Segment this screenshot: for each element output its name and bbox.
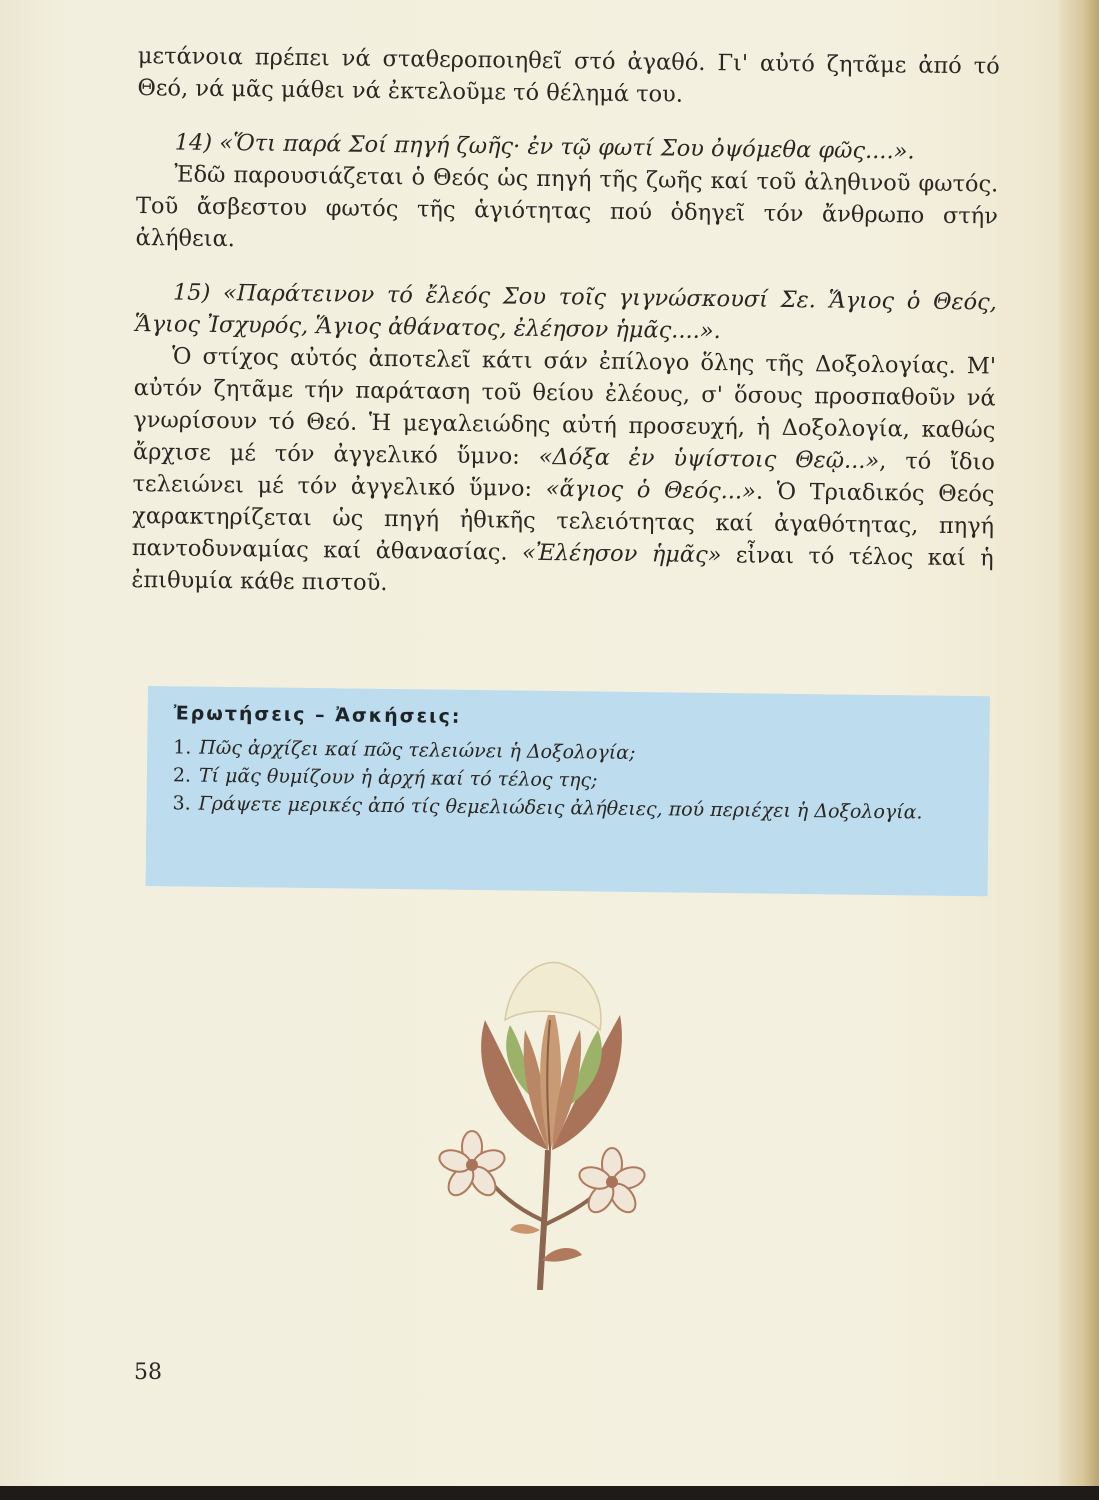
exercises-title: Ἐρωτήσεις – Ἀσκήσεις: (173, 702, 462, 728)
exercises-box (146, 686, 990, 896)
page-number: 58 (134, 1360, 162, 1385)
quote-eleison: «Ἐλέησον ἡμᾶς» (521, 539, 722, 569)
verse-14-commentary: Ἐδῶ παρουσιάζεται ὁ Θεός ὡς πηγή τῆς ζωῆς καί τοῦ ἀληθινοῦ φωτός. Τοῦ ἄσβεστου φωτός τῆς ἁγιότητας πού ὁδηγεῖ τόν ἄνθρωπο στήν ἀλήθεια. (135, 161, 999, 253)
book-spine-edge (1059, 0, 1099, 1500)
exercise-text: Τί μᾶς θυμίζουν ἡ ἀρχή καί τό τέλος της; (198, 764, 598, 792)
exercises-list (172, 734, 963, 826)
commentary-part-d: εἶναι τό τέλος καί ἡ ἐπιθυμία κάθε πιστοῦ. (131, 542, 994, 597)
verse-15-quote: 15) «Παράτεινον τό ἔλεός Σου τοῖς γιγνώσκουσί Σε. Ἅγιος ὁ Θεός, Ἅγιος Ἰσχυρός, Ἅγιος ἀθάνατος, ἐλέησον ἡμᾶς....». (134, 279, 998, 345)
exercise-number: 3. (172, 792, 191, 815)
commentary-part-a: Ὁ στίχος αὐτός ἀποτελεῖ κάτι σάν ἐπίλογο ὅλης τῆς Δοξολογίας. Μ' αὐτόν ζητᾶμε τήν παράταση τοῦ θείου ἐλέους, σ' ὅσους προσπαθοῦν νά γνωρίσουν τό Θεό. Ἡ μεγαλειώδης αὐτή προσευχή, ἡ Δοξολογία, καθώς ἄρχισε μέ τόν ἀγγελικό ὕμνο: (132, 343, 997, 470)
body-text (131, 40, 1000, 606)
paragraph-continuation: μετάνοια πρέπει νά σταθεροποιηθεῖ στό ἀγαθό. Γι' αὐτό ζητᾶμε ἀπό τό Θεό, νά μᾶς μάθει νά ἐκτελοῦμε τό θέλημά του. (137, 42, 1000, 108)
quote-doxa: «Δόξα ἐν ὑψίστοις Θεῷ...» (538, 443, 880, 475)
verse-15-commentary (131, 340, 996, 607)
verse-14-quote: 14) «Ὅτι παρά Σοί πηγή ζωῆς· ἐν τῷ φωτί Σου ὀψόμεθα φῶς....». (174, 129, 915, 165)
page-bottom-edge (0, 1486, 1099, 1500)
commentary-part-b: , τό ἴδιο τελειώνει μέ τόν ἀγγελικό ὕμνο: (132, 448, 996, 503)
small-leaf-2 (510, 1224, 540, 1234)
right-small-flower (577, 1148, 648, 1217)
quote-agios: «ἅγιος ὁ Θεός...» (545, 476, 757, 505)
flower-illustration (430, 960, 700, 1290)
commentary-part-c: . Ὁ Τριαδικός Θεός χαρακτηρίζεται ὡς πηγή ἠθικῆς τελειότητας καί ἀγαθότητας, πηγή παντοδυναμίας καί ἀθανασίας. (131, 478, 995, 566)
exercise-text: Γράψετε μερικές ἀπό τίς θεμελιώδεις ἀλήθειες, πού περιέχει ἡ Δοξολογία. (198, 792, 923, 824)
exercise-number: 1. (173, 736, 192, 759)
small-leaf (542, 1248, 582, 1262)
exercise-number: 2. (172, 764, 192, 787)
exercise-text: Πῶς ἀρχίζει καί πῶς τελειώνει ἡ Δοξολογία; (199, 736, 636, 764)
